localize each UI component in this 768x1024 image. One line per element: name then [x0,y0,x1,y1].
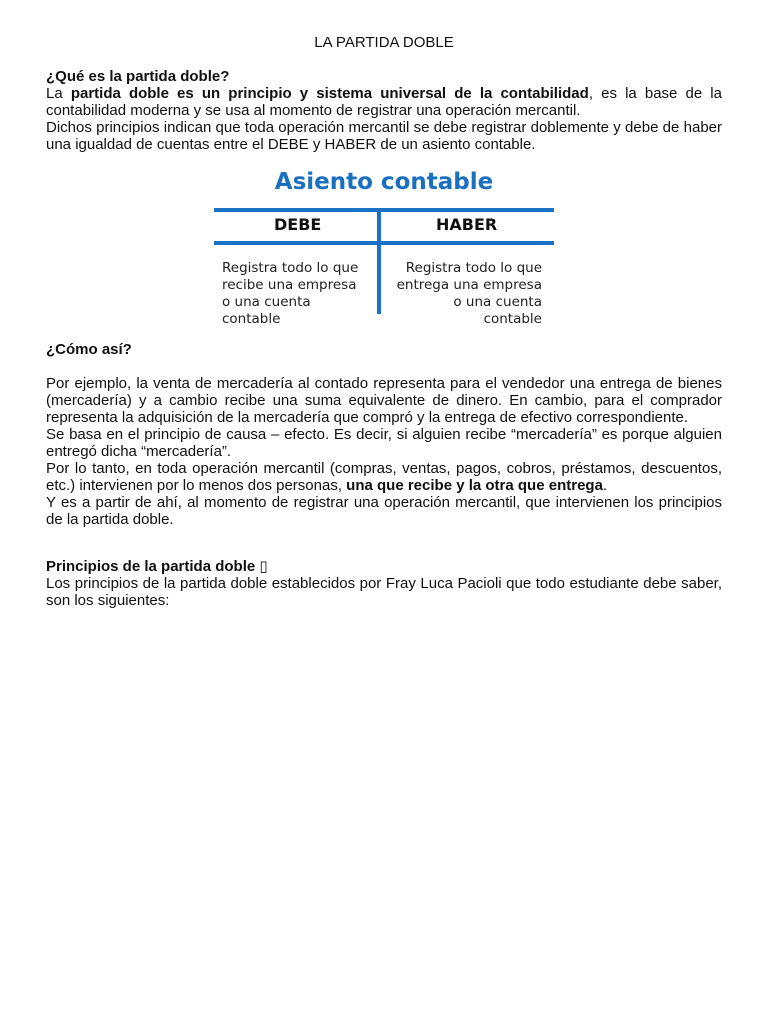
bold-parties: una que recibe y la otra que entrega [346,477,603,494]
paragraph-conclusion: Y es a partir de ahí, al momento de registrar una operación mercantil, que intervienen los principios de la partida doble. [46,494,722,528]
debe-description: Registra todo lo que recibe una empresa o una cuenta contable [222,260,359,327]
paragraph-example: Por ejemplo, la venta de mercadería al contado representa para el vendedor una entrega de bienes (mercadería) y a cambio recibe una suma equivalente de dinero. En cambio, para el comprador representa la adquisición de la mercadería que compró y la entrega de efectivo correspondiente. [46,375,722,426]
paragraph-principles: Dichos principios indican que toda operación mercantil se debe registrar doblemente y debe de haber una igualdad de cuentas entre el DEBE y HABER de un asiento contable. [46,119,722,153]
asiento-contable-diagram [212,166,556,334]
paragraph-cause-effect: Se basa en el principio de causa – efecto. Es decir, si alguien recibe “mercadería” es porque alguien entregó dicha “mercadería”. [46,426,722,460]
bold-definition: partida doble es un principio y sistema universal de la contabilidad [70,85,589,102]
center-rule [377,208,381,314]
section-how-body [46,375,722,528]
diagram-title: Asiento contable [274,169,494,195]
section-what-is [46,68,722,153]
top-rule [214,208,554,212]
paragraph-parties: Por lo tanto, en toda operación mercantil (compras, ventas, pagos, cobros, préstamos, descuentos, etc.) intervienen por lo menos dos personas, una que recibe y la otra que entrega. [46,460,722,494]
haber-header: HABER [436,215,498,234]
section-how [46,341,722,358]
paragraph-definition: La partida doble es un principio y sistema universal de la contabilidad, es la base de la contabilidad moderna y se usa al momento de registrar una operación mercantil. [46,85,722,119]
debe-header: DEBE [274,215,322,234]
header-rule [214,241,554,245]
document-title: LA PARTIDA DOBLE [314,34,454,51]
principles-heading: Principios de la partida doble ▯ [46,558,268,575]
section-principles [46,558,722,609]
haber-description: Registra todo lo que entrega una empresa o una cuenta contable [396,260,542,327]
question-heading: ¿Cómo así? [46,341,132,358]
question-heading: ¿Qué es la partida doble? [46,68,230,85]
paragraph-principles-intro: Los principios de la partida doble establecidos por Fray Luca Pacioli que todo estudiante debe saber, son los siguientes: [46,575,722,609]
